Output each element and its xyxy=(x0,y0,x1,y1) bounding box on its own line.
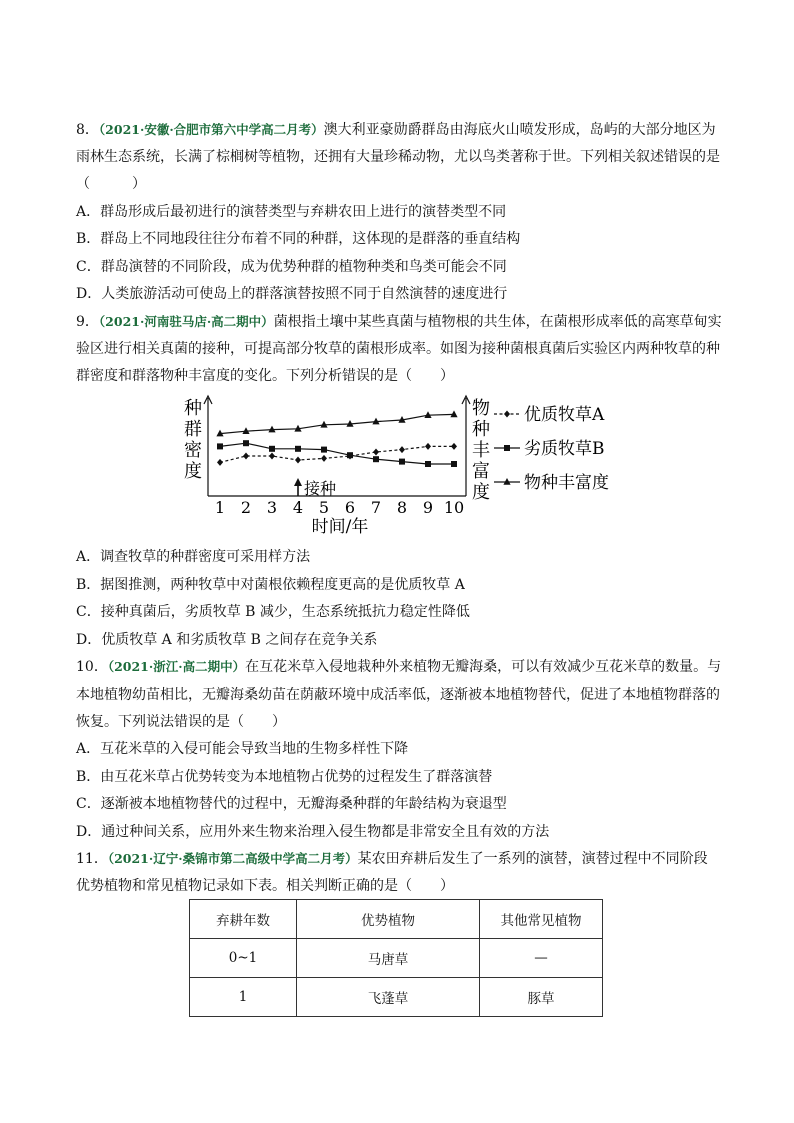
table-cell: 飞蓬草 xyxy=(297,978,480,1017)
q11-number: 11． xyxy=(76,851,108,867)
inoculation-arrowhead xyxy=(294,478,302,486)
x-tick-label: 4 xyxy=(292,498,304,517)
chart-legend xyxy=(494,405,609,493)
table-header: 优势植物 xyxy=(297,900,480,939)
data-point-diamond xyxy=(425,443,431,450)
table-cell: 0~1 xyxy=(190,939,297,978)
table-row xyxy=(190,939,603,978)
axis-label-char: 丰 xyxy=(472,440,490,461)
x-tick-label: 7 xyxy=(370,498,382,517)
table-row xyxy=(190,978,603,1017)
q9-stem-1: 菌根指土壤中某些真菌与植物根的共生体，在菌根形成率低的高寒草甸实 xyxy=(273,314,722,330)
x-tick-label: 2 xyxy=(240,498,252,517)
x-tick-label: 8 xyxy=(396,498,408,517)
q8-stem-2: 雨林生态系统，长满了棕榈树等植物，还拥有大量珍稀动物，尤以鸟类著称于世。下列相关叙述错误的是 xyxy=(76,149,720,165)
q8-number: 8． xyxy=(76,122,99,138)
q8-option-d: D．人类旅游活动可使岛上的群落演替按照不同于自然演替的速度进行 xyxy=(76,286,508,302)
q8-source: （2021·安徽·合肥市第六中学高二月考） xyxy=(98,122,324,137)
q9-option-d: D．优质牧草 A 和劣质牧草 B 之间存在竞争关系 xyxy=(76,632,378,648)
data-point-square xyxy=(425,461,431,467)
q11-stem-2: 优势植物和常见植物记录如下表。相关判断正确的是（ ） xyxy=(76,878,454,894)
q8-stem-1: 澳大利亚豪勋爵群岛由海底火山喷发形成，岛屿的大部分地区为 xyxy=(323,122,716,138)
axis-label-char: 物 xyxy=(472,398,490,419)
data-point-diamond xyxy=(269,453,275,460)
axis-label-char: 富 xyxy=(472,461,490,482)
q9-number: 9． xyxy=(76,314,99,330)
series-line xyxy=(220,414,454,433)
x-tick-label: 1 xyxy=(214,498,226,517)
y-axis-label-left xyxy=(184,398,202,482)
x-tick-label: 9 xyxy=(422,498,434,517)
q9-option-b: B．据图推测，两种牧草中对菌根依赖程度更高的是优质牧草 A xyxy=(76,577,465,593)
table-cell: 1 xyxy=(190,978,297,1017)
axis-label-char: 密 xyxy=(184,440,202,461)
q8-option-b: B．群岛上不同地段往往分布着不同的种群，这体现的是群落的垂直结构 xyxy=(76,231,521,247)
data-point-square xyxy=(347,452,353,458)
data-point-square xyxy=(217,443,223,449)
data-point-square xyxy=(243,440,249,446)
data-point-square xyxy=(269,446,275,452)
q8-line-1 xyxy=(76,121,716,139)
data-point-square xyxy=(373,456,379,462)
axis-label-char: 种 xyxy=(472,419,490,440)
x-axis-label: 时间/年 xyxy=(311,517,369,537)
data-point-diamond xyxy=(243,453,249,460)
q10-option-c: C．逐渐被本地植物替代的过程中，无瓣海桑种群的年龄结构为衰退型 xyxy=(76,796,507,812)
table-cell: 豚草 xyxy=(480,978,603,1017)
q10-stem-1: 在互花米草入侵地栽种外来植物无瓣海桑，可以有效减少互花米草的数量。与 xyxy=(245,659,722,675)
q8-option-a: A．群岛形成后最初进行的演替类型与弃耕农田上进行的演替类型不同 xyxy=(76,204,507,220)
table-cell: — xyxy=(480,939,603,978)
q8-option-c: C．群岛演替的不同阶段，成为优势种群的植物种类和鸟类可能会不同 xyxy=(76,259,507,275)
x-tick-label: 3 xyxy=(266,498,278,517)
data-point-square xyxy=(504,445,510,451)
q10-stem-2: 本地植物幼苗相比，无瓣海桑幼苗在荫蔽环境中成活率低，逐渐被本地植物替代，促进了本地植物群落的 xyxy=(76,687,720,703)
data-point-triangle xyxy=(450,410,457,417)
data-point-diamond xyxy=(504,411,510,418)
axis-label-char: 度 xyxy=(184,461,202,482)
q9-stem-2: 验区进行相关真菌的接种，可提高部分牧草的菌根形成率。如图为接种菌根真菌后实验区内两种牧草的种 xyxy=(76,341,720,357)
table-cell: 马唐草 xyxy=(297,939,480,978)
data-point-square xyxy=(399,459,405,465)
population-chart xyxy=(180,392,620,540)
data-point-diamond xyxy=(321,455,327,462)
q11-source: （2021·辽宁·桑锦市第二高级中学高二月考） xyxy=(107,851,358,866)
legend-label: 劣质牧草B xyxy=(524,439,605,459)
x-tick-label: 6 xyxy=(344,498,356,517)
data-point-diamond xyxy=(295,457,301,464)
axis-label-char: 度 xyxy=(472,482,490,503)
q11-stem-1: 某农田弃耕后发生了一系列的演替，演替过程中不同阶段 xyxy=(357,851,708,867)
q9-option-a: A．调查牧草的种群密度可采用样方法 xyxy=(76,549,311,565)
series-line xyxy=(220,446,454,462)
q10-number: 10． xyxy=(76,659,108,675)
axis-label-char: 种 xyxy=(184,398,202,419)
data-point-diamond xyxy=(451,443,457,450)
y-axis-label-right xyxy=(472,398,490,503)
q9-line-1 xyxy=(76,313,722,331)
q11-line-1 xyxy=(76,850,708,868)
legend-label: 优质牧草A xyxy=(524,405,605,425)
legend-label: 物种丰富度 xyxy=(524,473,609,493)
table-header: 弃耕年数 xyxy=(190,900,297,939)
table-header: 其他常见植物 xyxy=(480,900,603,939)
x-tick-label: 10 xyxy=(443,498,465,517)
axis-label-char: 群 xyxy=(184,419,202,440)
q10-option-b: B．由互花米草占优势转变为本地植物占优势的过程发生了群落演替 xyxy=(76,769,493,785)
q9-source: （2021·河南驻马店·高二期中） xyxy=(98,314,274,329)
chart-series xyxy=(216,410,457,467)
data-point-square xyxy=(321,447,327,453)
series-line xyxy=(220,443,454,464)
q9-option-c: C．接种真菌后，劣质牧草 B 减少，生态系统抵抗力稳定性降低 xyxy=(76,604,470,620)
q10-source: （2021·浙江·高二期中） xyxy=(107,659,246,674)
q10-line-1 xyxy=(76,658,721,676)
data-point-square xyxy=(295,446,301,452)
data-point-triangle xyxy=(503,478,510,485)
q10-option-d: D．通过种间关系，应用外来生物来治理入侵生物都是非常安全且有效的方法 xyxy=(76,824,550,840)
q10-stem-3: 恢复。下列说法错误的是（ ） xyxy=(76,714,286,730)
x-tick-labels xyxy=(215,498,464,517)
q8-answer-blank xyxy=(76,175,146,193)
inoculation-label: 接种 xyxy=(304,479,337,498)
data-point-diamond xyxy=(373,449,379,456)
data-point-square xyxy=(451,461,457,467)
data-point-diamond xyxy=(399,446,405,453)
x-tick-label: 5 xyxy=(318,498,330,517)
q9-stem-3: 群密度和群落物种丰富度的变化。下列分析错误的是（ ） xyxy=(76,368,454,384)
data-point-diamond xyxy=(217,459,223,466)
succession-table xyxy=(189,899,603,1017)
q10-option-a: A．互花米草的入侵可能会导致当地的生物多样性下降 xyxy=(76,741,409,757)
paren-open: （ xyxy=(76,176,90,192)
table-header-row xyxy=(190,900,603,939)
paren-close: ） xyxy=(132,176,146,192)
